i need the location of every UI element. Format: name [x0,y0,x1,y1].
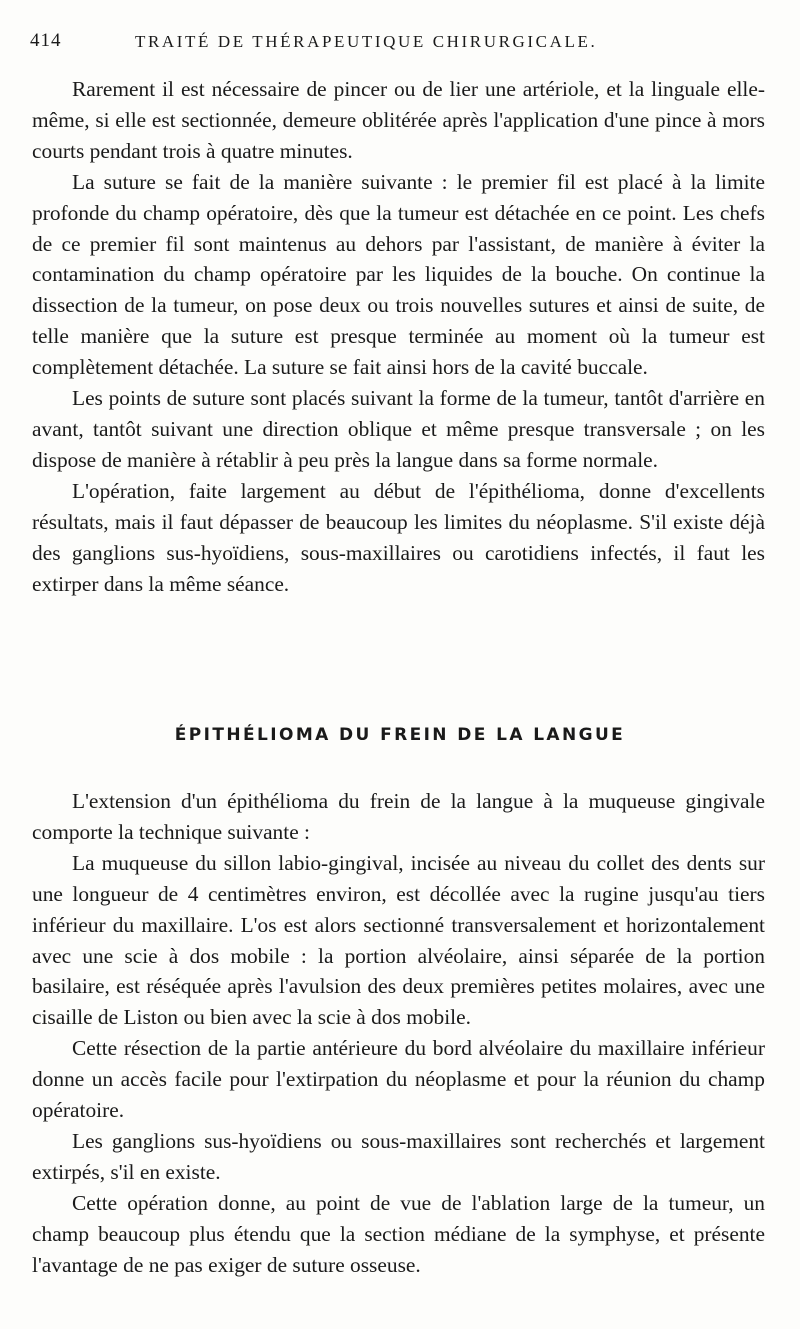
paragraph: Cette opération donne, au point de vue de l'ablation large de la tumeur, un champ beaucoup plus étendu que la section médiane de la symphyse, et présente l'avantage de ne pas exiger de suture osseuse. [32,1190,765,1277]
paragraph: Cette résection de la partie antérieure du bord alvéolaire du maxillaire inférieur donne un accès facile pour l'extirpation du néoplasme et pour la réunion du champ opératoire. [32,1036,765,1123]
running-head [30,30,755,54]
paragraph: La suture se fait de la manière suivante : le premier fil est placé à la limite profonde du champ opératoire, dès que la tumeur est détachée en ce point. Les chefs de ce premier fil sont maintenus au dehors par l'assistant, de manière à éviter la contamination du champ opératoire par les liquides de la bouche. On continue la dissection de la tumeur, on pose deux ou trois nouvelles sutures et ainsi de suite, de telle manière que la suture est presque terminée au moment où la tumeur est complètement détachée. La suture se fait ainsi hors de la cavité buccale. [32,169,765,380]
page-number: 414 [30,30,62,51]
paragraph: L'extension d'un épithélioma du frein de la langue à la muqueuse gingivale comporte la technique suivante : [32,789,765,844]
paragraph: Rarement il est nécessaire de pincer ou de lier une artériole, et la linguale elle-même, si elle est sectionnée, demeure oblitérée après l'application d'une pince à mors courts pendant trois à quatre minutes. [32,77,765,163]
section-heading: ÉPITHÉLIOMA DU FREIN DE LA LANGUE [174,725,626,745]
running-title: TRAITÉ DE THÉRAPEUTIQUE CHIRURGICALE. [135,32,598,51]
paragraph: L'opération, faite largement au début de l'épithélioma, donne d'excellents résultats, mais il faut dépasser de beaucoup les limites du néoplasme. S'il existe déjà des ganglions sus-hyoïdiens, sous-maxillaires ou carotidiens infectés, il faut les extirper dans la même séance. [32,478,765,596]
text-block-after-heading [32,786,765,1281]
paragraph: Les points de suture sont placés suivant la forme de la tumeur, tantôt d'arrière en avant, tantôt suivant une direction oblique et même presque transversale ; on les dispose de manière à rétablir à peu près la langue dans sa forme normale. [32,386,765,472]
paragraph: Les ganglions sus-hyoïdiens ou sous-maxillaires sont recherchés et largement extirpés, s'il en existe. [32,1128,765,1184]
paragraph: La muqueuse du sillon labio-gingival, incisée au niveau du collet des dents sur une longueur de 4 centimètres environ, est décollée avec la rugine jusqu'au tiers inférieur du maxillaire. L'os est alors sectionné transversalement et horizontalement avec une scie à dos mobile : la portion alvéolaire, ainsi séparée de la portion basilaire, est réséquée après l'avulsion des deux premières petites molaires, avec une cisaille de Liston ou bien avec la scie à dos mobile. [32,850,765,1030]
text-block-before-heading [32,74,765,599]
